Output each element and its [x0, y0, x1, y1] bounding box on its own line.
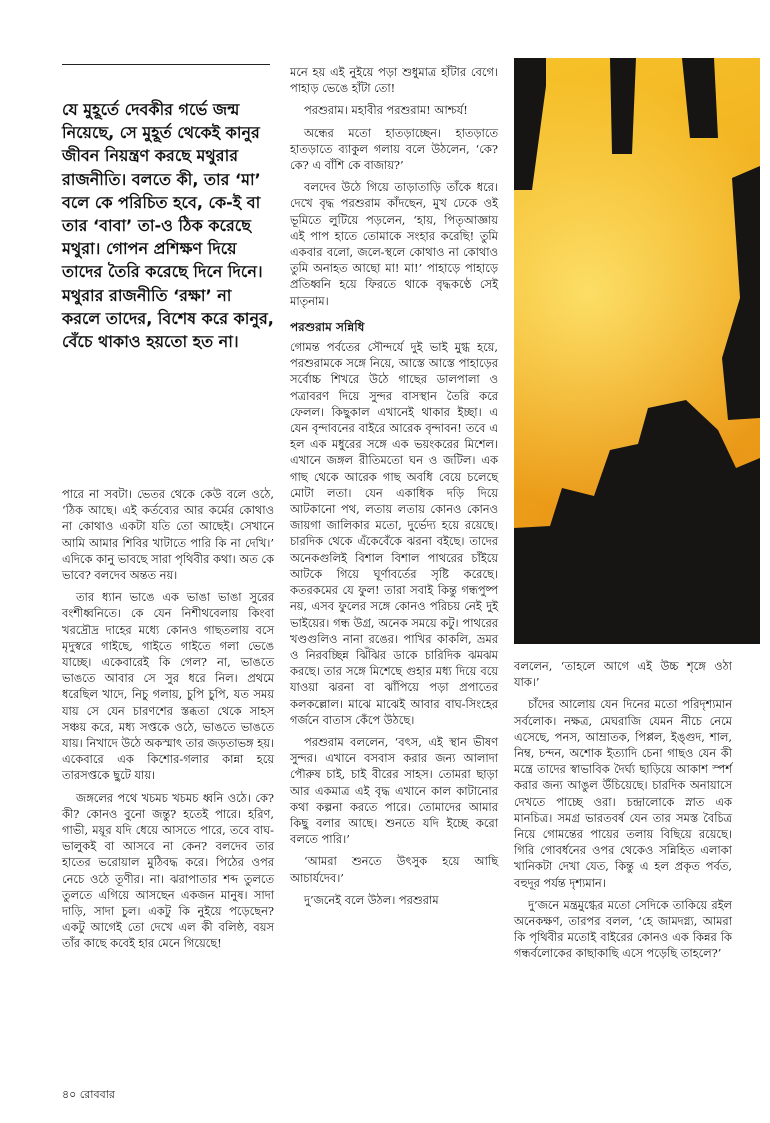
paragraph: অন্ধের মতো হাতড়াচ্ছেন। হাতড়াতে হাতড়াতে ব্যাকুল গলায় বলে উঠলেন, ‘কে? কে? এ বাঁশি কে বাজায়?’ [290, 125, 498, 173]
black-shape [514, 58, 546, 190]
black-shape [610, 58, 636, 154]
pull-quote [62, 98, 274, 353]
pull-quote-text: যে মুহূর্তে দেবকীর গর্ভে জন্ম নিয়েছে, সে মুহূর্ত থেকেই কানুর জীবন নিয়ন্ত্রণ করছে মথুরার রাজনীতি। বলতে কী, তার ‘মা’ বলে কে পরিচিত হবে, কে-ই বা তার ‘বাবা’ তা-ও ঠিক করেছে মথুরা। গোপন প্রশিক্ষণ দিয়ে তাদের তৈরি করেছে দিনে দিনে। মথুরার রাজনীতি ‘রক্ষা’ না করলে তাদের, বিশেষ করে কানুর, বেঁচে থাকাও হয়তো হত না। [62, 100, 274, 352]
section-heading: পরশুরাম সন্নিধি [290, 319, 365, 334]
top-rule [62, 64, 270, 65]
paragraph: পরশুরাম। মহাবীর পরশুরাম! আশ্চর্য! [304, 103, 468, 118]
paragraph: মনে হয় এই নুইয়ে পড়া শুধুমাত্র হাঁটার বেগে। পাহাড় ভেঙে হাঁটা তো! [290, 65, 498, 96]
paragraph: বললেন, ‘তাহলে আগে এই উচ্চ শৃঙ্গে ওঠা যাক।’ [514, 659, 732, 690]
article-column-1 [62, 486, 274, 958]
paragraph: পরশুরাম বললেন, ‘বৎস, এই স্থান ভীষণ সুন্দর। এখানে বসবাস করার জন্য আলাদা পৌরুষ চাই, চাই বীরের সাহস। তোমরা ছাড়া আর একমাত্র এই বৃদ্ধ এখানে কাল কাটানোর কথা কল্পনা করতে পারে। তোমাদের আমার কিছু বলার আছে। শুনতে যদি ইচ্ছে করো বলতে পারি।’ [290, 734, 498, 847]
paragraph: ‘আমরা শুনতে উৎসুক হয়ে আছি আচার্যদেব।’ [290, 854, 498, 885]
paragraph: দু’জনেই বলে উঠল। পরশুরাম [304, 892, 439, 907]
article-column-2 [290, 64, 498, 914]
paragraph: বলদেব উঠে গিয়ে তাড়াতাড়ি তাঁকে ধরে। দেখে বৃদ্ধ পরশুরাম কাঁদছেন, মুখ ঢেকে ওই ভূমিতে লুটিয়ে পড়লেন, ‘হায়, পিতৃআজ্ঞায় এই পাপ হাতে তোমাকে সংহার করেছি! তুমি একবার বলো, জলে-স্থলে কোথাও না কোথাও তুমি অনাহত আছো মা! মা!’ পাহাড়ে পাহাড়ে প্রতিধ্বনি হয়ে ফিরতে থাকে বৃদ্ধকণ্ঠে সেই মাতৃনাম। [290, 180, 498, 308]
black-shape [514, 400, 760, 644]
paragraph: তার ধ্যান ভাঙে এক ভাঙা ভাঙা সুরের বংশীধ্বনিতে। কে যেন নিশীথবেলায় কিংবা খরদ্রৌদ্র দাহের মধ্যে কোনও গাছতলায় বসে মৃদুস্বরে গাইছে, গাইতে গাইতে গলা ভেঙে যাচ্ছে। একেবারেই কি গেল? না, ভাঙতে ভাঙতে আবার সে সুর ধরে নিল। প্রথমে ধরেছিল খাদে, নিচু গলায়, চুপি চুপি, যত সময় যায় সে যেন চারণশের স্তব্ধতা থেকে সাহস সঞ্চয় করে, মধ্য সপ্তকে ওঠে, ভাঙতে ভাঙতে যায়। নিখাদে উঠে অকস্মাৎ তার জড়তাভঙ্গ হয়। একেবারে এক কিশোর-গলার কান্না হয়ে তারসপ্তকে ছুটে যায়। [62, 590, 274, 783]
paragraph: গোমন্ত পর্বতের সৌন্দর্যে দুই ভাই মুগ্ধ হয়ে, পরশুরামকে সঙ্গে নিয়ে, আস্তে আস্তে পাহাড়ের সর্বোচ্চ শিখরে উঠে গাছের ডালপালা ও পত্রাবরণ দিয়ে সুন্দর বাসস্থান তৈরি করে ফেলল। কিছুকাল এখানেই থাকার ইচ্ছা। এ যেন বৃন্দাবনের বাইরে আরেক বৃন্দাবন! তবে এ হল এক মধুরের সঙ্গে এক ভয়ংকরের মিশেল। এখানে জঙ্গল রীতিমতো ঘন ও জটিল। এক গাছ থেকে আরেক গাছ অবধি বেয়ে চলেছে মোটা লতা। যেন একাধিক দড়ি দিয়ে আটকানো পথ, লতায় লতায় কোনও কোনও জায়গা জালিকার মতো, দুর্ভেদ্য হয়ে রয়েছে। চারদিক থেকে এঁকেবেঁকে ঝরনা বইছে। তাদের অনেকগুলিই বিশাল বিশাল পাথরের চাঁইয়ে আটকে গিয়ে ঘূর্ণাবর্তের সৃষ্টি করেছে। কতরকমের যে ফুল! তারা সবাই কিন্তু গন্ধপুষ্প নয়, এসব ফুলের সঙ্গে কোনও পরিচয় নেই দুই ভাইয়ের। গন্ধ উগ্র, অনেক সময়ে কটু। পাথরের খণ্ডগুলিও নানা রঙের। পাখির কাকলি, ভ্রমর ও নিরবচ্ছিন্ন ঝিঁঝির ডাকে চারিদিক ঝমঝম করছে। তার সঙ্গে মিশেছে গুহার মধ্য দিয়ে বয়ে যাওয়া ঝরনা বা ঝাঁপিয়ে পড়া প্রপাতের কলকল্লোল। মাঝে মাঝেই আবার বাঘ-সিংহের গর্জনে বাতাস কেঁপে উঠছে। [290, 340, 498, 727]
illustration-artwork [514, 58, 760, 644]
article-column-3 [514, 658, 732, 968]
paragraph: পারে না সবটা। ভেতর থেকে কেউ বলে ওঠে, ‘ঠিক আছে। এই কর্তব্যের আর কর্মের কোথাও না কোথাও একটা যতি তো আছেই। সেখানে আমি আমার শিবির খাটাতে পারি কি না দেখি।’ এদিকে কানু ভাবছে সারা পৃথিবীর কথা। অত কে ভাবে? বলদেব অন্তত নয়। [62, 487, 274, 583]
black-shape [682, 58, 718, 138]
paragraph: জঙ্গলের পথে খচমচ খচমচ ধ্বনি ওঠে। কে? কী? কোনও বুনো জন্তু? হতেই পারে। হরিণ, গাভী, ময়ূর যদি ধেয়ে আসতে পারে, তবে বাঘ-ভালুকই বা আসবে না কেন? বলদেব তার হাতের ভরোয়াল মুঠিবদ্ধ করে। পিঠের ওপর নেচে ওঠে তূণীর। না। ঝরাপাতার শব্দ তুলতে তুলতে এগিয়ে আসছেন একজন মানুষ। সাদা দাড়ি, সাদা চুল। একটু কি নুইয়ে পড়েছেন? একটু আগেই তো দেখে এল কী বলিষ্ঠ, বয়স তাঁর কাছে কবেই হার মেনে গিয়েছে! [62, 790, 274, 951]
page-footer: ৪০ রোববার [62, 1088, 115, 1101]
black-shape [722, 166, 760, 420]
abstract-shapes [514, 58, 760, 644]
paragraph: চাঁদের আলোয় যেন দিনের মতো পরিদৃশ্যমান সর্বলোক। নক্ষত্র, মেঘরাজি যেমন নীচে নেমে এসেছে, পনস, আম্রাতক, পিপ্পল, ইঙ্গুদ, শাল, নিম্ব, চন্দন, অশোক ইত্যাদি চেনা গাছও যেন কী মন্ত্রে তাদের স্বাভাবিক দৈর্ঘ্য ছাড়িয়ে আকাশ স্পর্শ করার জন্য আঙুল উঁচিয়েছে। চারদিক অনায়াসে দেখতে পাচ্ছে ওরা। চন্দ্রালোকে স্নাত এক মানচিত্র। সমগ্র ভারতবর্ষ যেন তার সমস্ত বৈচিত্র নিয়ে গোমন্তের পায়ের তলায় বিছিয়ে রয়েছে। গিরি গোবর্ধনের ওপর থেকেও সন্নিহিত এলাকা খানিকটা দেখা যেত, কিন্তু এ হল প্রকৃত পর্বত, বহুদূর পর্যন্ত দৃশ্যমান। [514, 697, 732, 890]
paragraph: দু’জনে মন্ত্রমুগ্ধের মতো সেদিকে তাকিয়ে রইল অনেকক্ষণ, তারপর বলল, ‘হে জামদগ্ন্য, আমরা কি পৃথিবীর মতোই বাইরের কোনও এক কিন্নর কি গন্ধর্বলোকের কাছাকাছি এসে পড়েছি তাহলে?’ [514, 897, 732, 961]
